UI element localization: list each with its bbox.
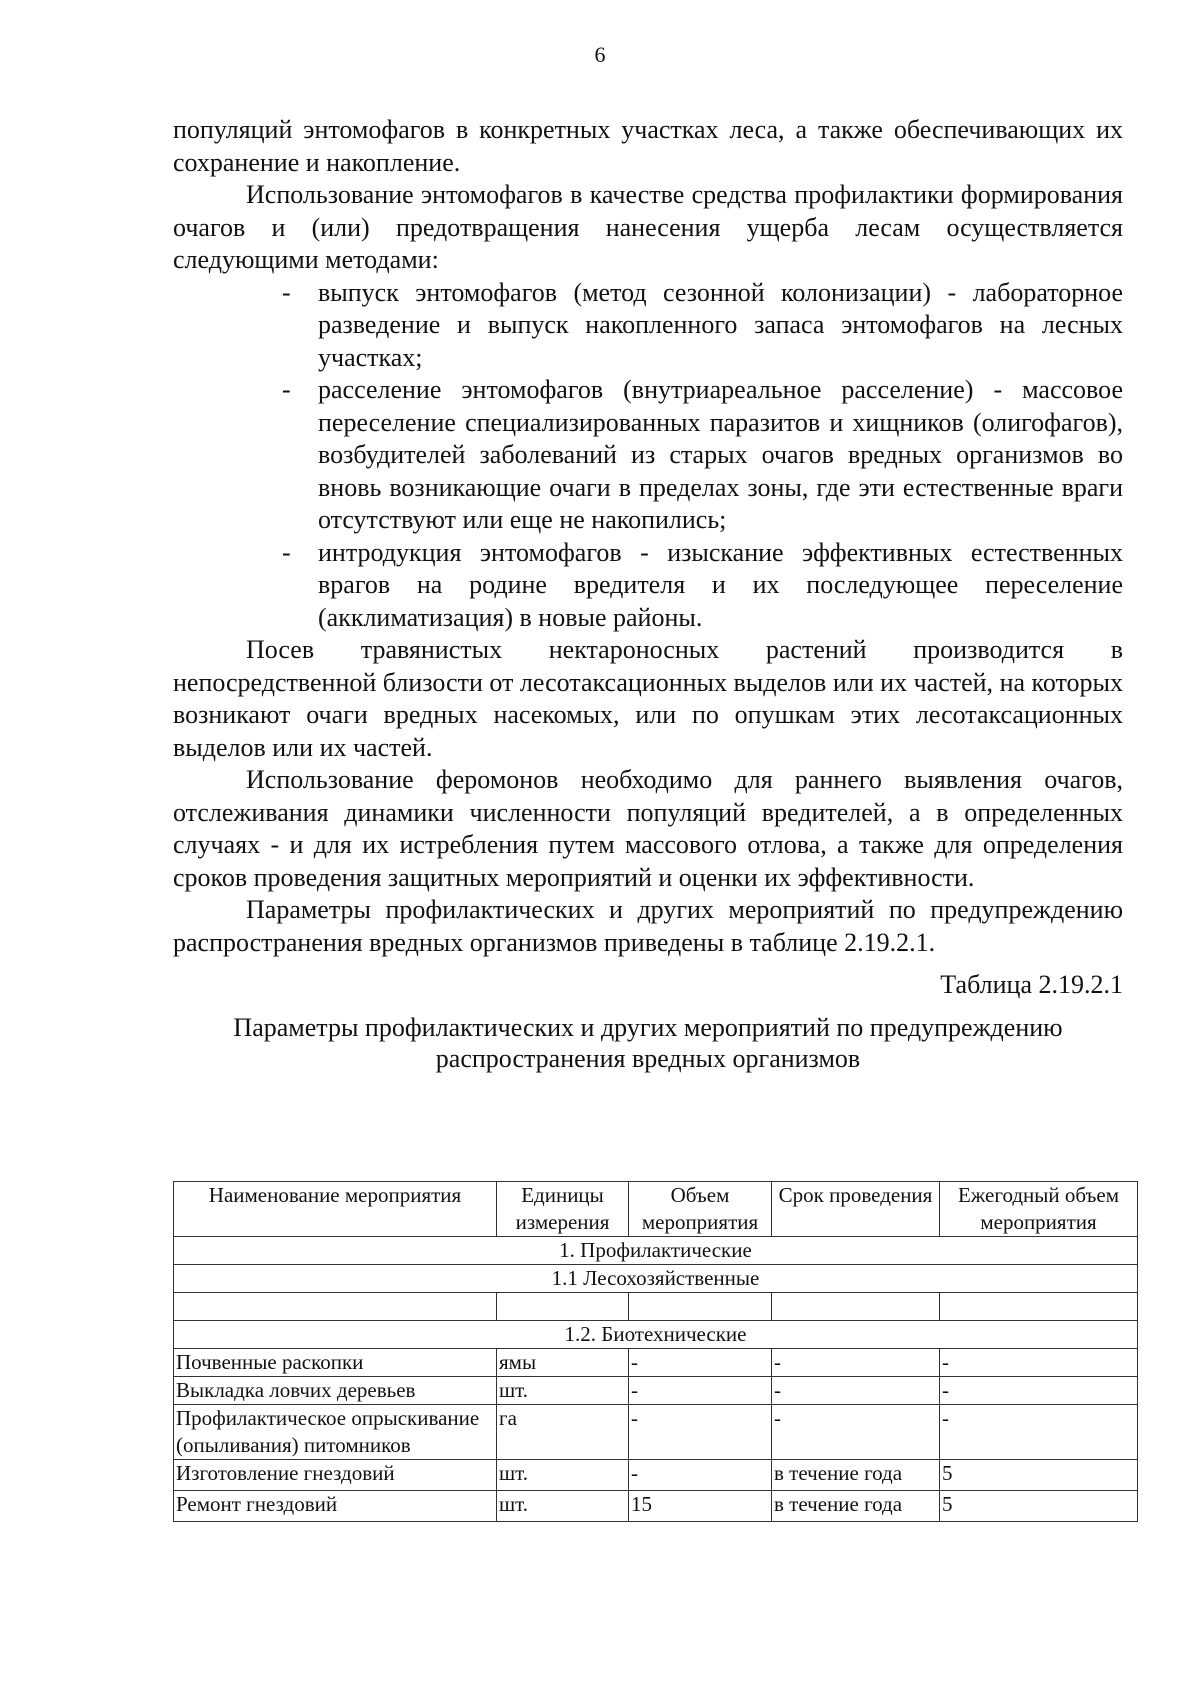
table-cell: - [629, 1405, 772, 1460]
table-row [174, 1405, 1138, 1460]
table-cell: - [940, 1405, 1138, 1460]
list-item [282, 277, 1123, 375]
header-cell-volume: Объем мероприятия [629, 1182, 772, 1237]
table-title: Параметры профилактических и других мероприятий по предупреждению распространения вредных организмов [233, 1012, 1063, 1073]
paragraph-3: Посев травянистых нектароносных растений производится в непосредственной близости от лесотаксационных выделов или их частей, на которых возникают очаги вредных насекомых, или по опушкам этих лесотаксационных выделов или их частей. [173, 635, 1123, 762]
table-cell: шт. [497, 1460, 629, 1491]
table-cell: Выкладка ловчих деревьев [174, 1377, 497, 1405]
table-cell: - [772, 1349, 940, 1377]
table-cell: в течение года [772, 1491, 940, 1522]
table-cell [940, 1293, 1138, 1321]
list-item-text: выпуск энтомофагов (метод сезонной колонизации) - лабораторное разведение и выпуск накопленного запаса энтомофагов на лесных участках; [318, 277, 1123, 372]
table-cell: Почвенные раскопки [174, 1349, 497, 1377]
table-cell: - [940, 1349, 1138, 1377]
table-cell [772, 1293, 940, 1321]
list-item [282, 374, 1123, 537]
table-cell: в течение года [772, 1460, 940, 1491]
document-body [173, 114, 1123, 1074]
table-cell [174, 1293, 497, 1321]
table-row-empty [174, 1293, 1138, 1321]
list-item-text: интродукция энтомофагов - изыскание эффективных естественных врагов на родине вредителя и их последующее переселение (акклиматизация) в новые районы. [318, 537, 1123, 632]
header-cell-name: Наименование мероприятия [174, 1182, 497, 1237]
table-cell: 5 [940, 1460, 1138, 1491]
page-number: 6 [594, 42, 606, 67]
header-cell-term: Срок проведения [772, 1182, 940, 1237]
table-cell: - [772, 1377, 940, 1405]
table-cell: - [629, 1349, 772, 1377]
list-dash: - [282, 277, 291, 307]
table-section-row [174, 1237, 1138, 1265]
table-section-row [174, 1321, 1138, 1349]
paragraph-1: популяций энтомофагов в конкретных участках леса, а также обеспечивающих их сохранение и накопление. [173, 115, 1123, 177]
header-cell-unit: Единицы измерения [497, 1182, 629, 1237]
table-cell: - [940, 1377, 1138, 1405]
table-cell: 15 [629, 1491, 772, 1522]
table-number: Таблица 2.19.2.1 [940, 970, 1123, 999]
table-cell: шт. [497, 1491, 629, 1522]
list-item-text: расселение энтомофагов (внутриареальное расселение) - массовое переселение специализированных паразитов и хищников (олигофагов), возбудителей заболеваний из старых очагов вредных организмов во вновь возникающие очаги в пределах зоны, где эти естественные враги отсутствуют или еще не накопились; [318, 375, 1123, 534]
table-cell: Ремонт гнездовий [174, 1491, 497, 1522]
list-dash: - [282, 537, 291, 567]
table-cell [497, 1293, 629, 1321]
table-cell: - [629, 1377, 772, 1405]
methods-list [173, 277, 1123, 635]
table-cell [629, 1293, 772, 1321]
table-cell: шт. [497, 1377, 629, 1405]
table-cell: ямы [497, 1349, 629, 1377]
table-row [174, 1377, 1138, 1405]
paragraph-2: Использование энтомофагов в качестве средства профилактики формирования очагов и (или) предотвращения нанесения ущерба лесам осуществляется следующими методами: [173, 180, 1123, 274]
section-heading: 1.2. Биотехнические [174, 1321, 1138, 1349]
table-cell: 5 [940, 1491, 1138, 1522]
table-cell: - [772, 1405, 940, 1460]
table-row [174, 1460, 1138, 1491]
header-cell-annual-volume: Ежегодный объем мероприятия [940, 1182, 1138, 1237]
section-heading: 1.1 Лесохозяйственные [174, 1265, 1138, 1293]
table-cell: Профилактическое опрыскивание (опыливания) питомников [174, 1405, 497, 1460]
section-heading: 1. Профилактические [174, 1237, 1138, 1265]
table-cell: - [629, 1460, 772, 1491]
paragraph-5: Параметры профилактических и других мероприятий по предупреждению распространения вредных организмов приведены в таблице 2.19.2.1. [173, 895, 1123, 957]
table-header-row [174, 1182, 1138, 1237]
parameters-table [173, 1181, 1138, 1522]
table-section-row [174, 1265, 1138, 1293]
table-row [174, 1491, 1138, 1522]
list-dash: - [282, 375, 291, 404]
table-cell: га [497, 1405, 629, 1460]
list-item [282, 537, 1123, 635]
table-row [174, 1349, 1138, 1377]
table-cell: Изготовление гнездовий [174, 1460, 497, 1491]
paragraph-4: Использование феромонов необходимо для раннего выявления очагов, отслеживания динамики численности популяций вредителей, а в определенных случаях - и для их истребления путем массового отлова, а также для определения сроков проведения защитных мероприятий и оценки их эффективности. [173, 765, 1123, 892]
